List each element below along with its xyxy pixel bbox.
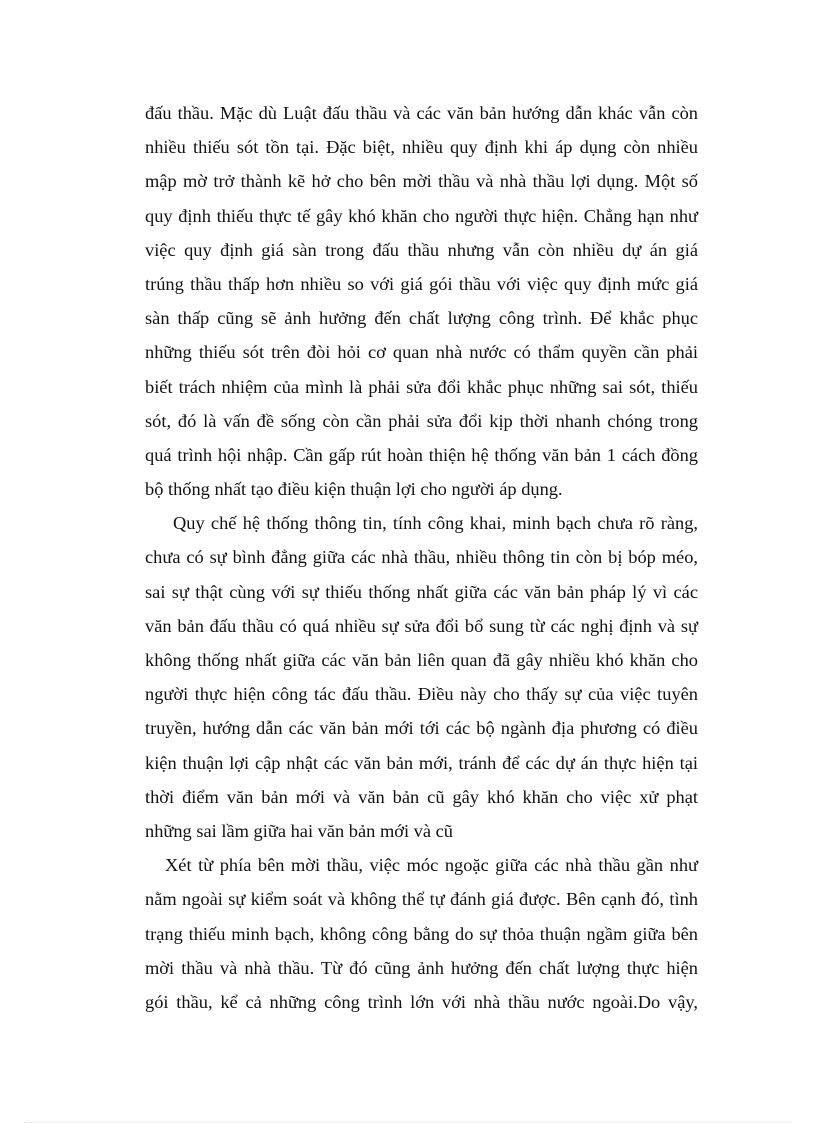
text-line: nằm ngoài sự kiểm soát và không thể tự đánh giá được. Bên cạnh đó, tình [145, 889, 698, 910]
text-line: biết trách nhiệm của mình là phải sửa đổi khắc phục những sai sót, thiếu [145, 376, 698, 397]
text-line: gói thầu, kể cả những công trình lớn với nhà thầu nước ngoài.Do vậy, [145, 991, 698, 1012]
text-line: mập mờ trở thành kẽ hở cho bên mời thầu và nhà thầu lợi dụng. Một số [145, 171, 698, 192]
text-line: sàn thấp cũng sẽ ảnh hưởng đến chất lượng công trình. Để khắc phục [145, 308, 698, 329]
text-line: văn bản đấu thầu có quá nhiều sự sửa đổi bổ sung từ các nghị định và sự [145, 615, 698, 636]
text-line: trạng thiếu minh bạch, không công bằng do sự thỏa thuận ngầm giữa bên [145, 923, 698, 944]
text-line: thời điểm văn bản mới và văn bản cũ gây khó khăn cho việc xử phạt [145, 786, 698, 807]
paragraph-3 [145, 848, 698, 1019]
body-text [145, 96, 698, 1019]
text-line: đấu thầu. Mặc dù Luật đấu thầu và các văn bản hướng dẫn khác vẫn còn [145, 103, 698, 123]
text-line: Quy chế hệ thống thông tin, tính công khai, minh bạch chưa rõ ràng, [173, 513, 698, 534]
text-line: những thiếu sót trên đòi hỏi cơ quan nhà nước có thẩm quyền cần phải [145, 342, 698, 363]
text-line: người thực hiện công tác đấu thầu. Điều này cho thấy sự của việc tuyên [145, 684, 698, 705]
text-line: truyền, hướng dẫn các văn bản mới tới các bộ ngành địa phương có điều [145, 718, 698, 739]
text-line: sót, đó là vấn đề sống còn cần phải sửa đổi kịp thời nhanh chóng trong [145, 410, 698, 431]
text-line: nhiều thiếu sót tồn tại. Đặc biệt, nhiều quy định khi áp dụng còn nhiều [145, 137, 698, 158]
text-line: quy định thiếu thực tế gây khó khăn cho người thực hiện. Chẳng hạn như [145, 205, 698, 226]
text-line: quá trình hội nhập. Cần gấp rút hoàn thiện hệ thống văn bản 1 cách đồng [145, 444, 698, 465]
text-line: bộ thống nhất tạo điều kiện thuận lợi cho người áp dụng. [145, 479, 563, 500]
text-line: những sai lầm giữa hai văn bản mới và cũ [145, 820, 453, 841]
text-line: sai sự thật cùng với sự thiếu thống nhất giữa các văn bản pháp lý vì các [145, 581, 698, 602]
paragraph-2 [145, 506, 698, 848]
paragraph-1 [145, 96, 698, 506]
text-line: việc quy định giá sàn trong đấu thầu nhưng vẫn còn nhiều dự án giá [145, 239, 698, 260]
text-line: trúng thầu thấp hơn nhiều so với giá gói thầu với việc quy định mức giá [145, 273, 698, 294]
text-line: mời thầu và nhà thầu. Từ đó cũng ảnh hưởng đến chất lượng thực hiện [145, 957, 698, 978]
text-line: chưa có sự bình đẳng giữa các nhà thầu, nhiều thông tin còn bị bóp méo, [145, 547, 698, 568]
text-line: Xét từ phía bên mời thầu, việc móc ngoặc giữa các nhà thầu gần như [165, 855, 698, 876]
text-line: không thống nhất giữa các văn bản liên quan đã gây nhiều khó khăn cho [145, 650, 698, 670]
text-line: kiện thuận lợi cập nhật các văn bản mới, tránh để các dự án thực hiện tại [145, 752, 698, 773]
